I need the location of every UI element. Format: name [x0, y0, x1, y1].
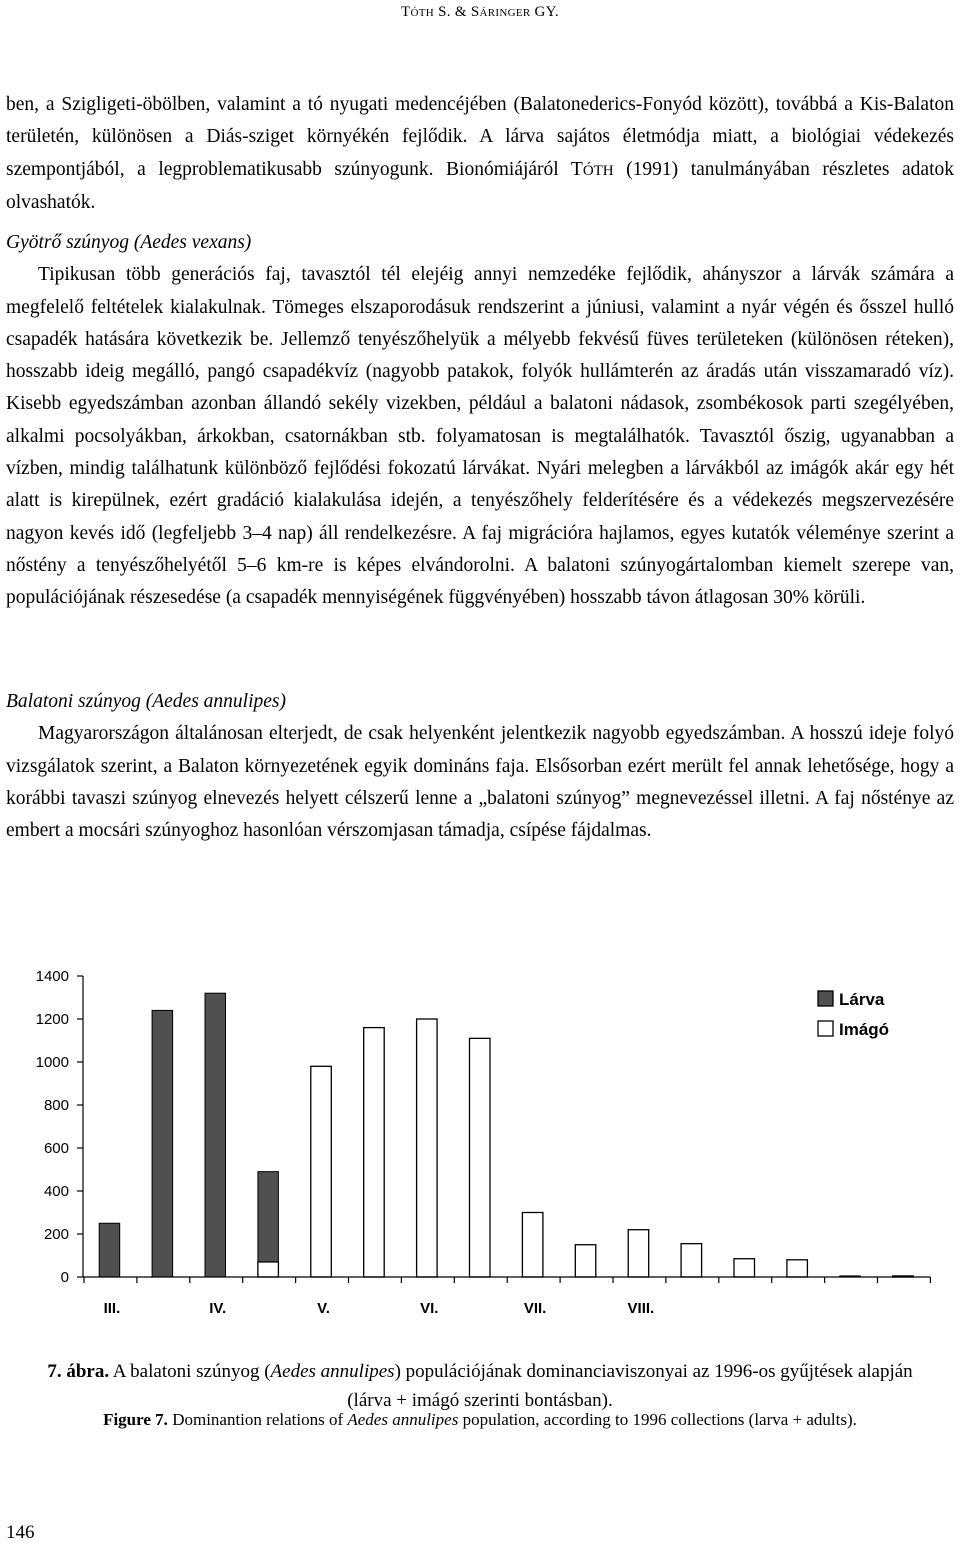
- section-aedes-annulipes: [6, 686, 954, 847]
- running-header: [0, 4, 960, 21]
- intro-text-a: ben, a Szigligeti-öbölben, valamint a tó nyugati medencéjében (Balatonederics-Fonyód között), továbbá a Kis-Balaton területén, különösen a Diás-sziget környékén fejlődik. A lárva sajátos életmódja miatt, a biológiai védekezés szempontjából, a legproblematikusabb szúnyogunk. Bionómiájáról: [6, 94, 954, 180]
- page-number: 146: [6, 1522, 35, 1543]
- month-label: III.: [103, 1300, 121, 1317]
- y-tick-label: 200: [43, 1226, 69, 1243]
- caption-en-label: Figure 7.: [103, 1410, 168, 1429]
- header-author1-initial: T: [401, 4, 411, 20]
- caption-hu-text-a: A balatoni szúnyog (: [109, 1361, 271, 1382]
- bar-larva: [205, 993, 226, 1277]
- bar-larva: [152, 1010, 173, 1277]
- y-tick-label: 400: [43, 1183, 69, 1200]
- section-body-vexans: Tipikusan több generációs faj, tavasztól tél elejéig annyi nemzedéke fejlődik, ahányszor a lárvák számára a megfelelő feltételek kialakulnak. Tömeges elszaporodásuk rendszerint a júniusi, valamint a nyár végén és ősszel hulló csapadék hatására következik be. Jellemző tenyészőhelyük a mélyebb fekvésű füves területeken (különösen réteken), hosszabb ideig megálló, pangó csapadékvíz (nagyobb patakok, folyók hullámterén az áradás után visszamaradó víz). Kisebb egyedszámban azonban állandó sekély vizekben, például a balatoni nádasok, zsombékosok parti szegélyében, alkalmi pocsolyákban, árkokban, csatornákban stb. folyamatosan is megtalálhatók. Tavasztól őszig, ugyanabban a vízben, mindig találhatunk különböző fejlődési fokozatú lárvákat. Nyári melegben a lárvákból az imágók akár egy hét alatt is kirepülnek, ezért gradáció kialakulása idején, a tenyészőhely felderítésére és a védekezés megszervezésére nagyon kevés idő (legfeljebb 3–4 nap) áll rendelkezésre. A faj migrációra hajlamos, egyes kutatók véleménye szerint a nőstény a tenyészőhelyétől 5–6 km-re is képes elvándorolni. A balatoni szúnyogártalomban kiemelt szerepe van, populációjának részesedése (a csapadék mennyiségének függvényében) hosszabb távon átlagosan 30% körüli.: [6, 264, 954, 609]
- header-author1-given: S. &: [434, 4, 471, 20]
- chart-legend: [818, 990, 889, 1039]
- header-author2-given: GY.: [530, 4, 559, 20]
- header-author2-initial: S: [470, 4, 480, 20]
- bar-chart: [0, 960, 960, 1330]
- cited-author-rest: ÓTH: [582, 162, 614, 179]
- section-aedes-vexans: [6, 227, 954, 615]
- figure-caption-hungarian: [30, 1357, 930, 1415]
- caption-en-text-b: population, according to 1996 collections (larva + adults).: [458, 1410, 857, 1429]
- y-tick-label: 1200: [35, 1011, 69, 1028]
- bar-imago: [522, 1213, 543, 1278]
- month-label: VII.: [523, 1300, 547, 1317]
- intro-paragraph-block: [6, 89, 954, 219]
- legend-label-larva: Lárva: [839, 990, 885, 1009]
- bar-imago: [258, 1262, 279, 1277]
- y-tick-label: 0: [60, 1269, 69, 1286]
- y-tick-label: 800: [43, 1097, 69, 1114]
- month-label: VI.: [420, 1300, 439, 1317]
- caption-en-text-a: Dominantion relations of: [167, 1410, 348, 1429]
- figure-caption-english: [0, 1408, 960, 1432]
- header-author1-rest: ÓTH: [410, 7, 435, 19]
- y-tick-label: 1400: [35, 968, 69, 985]
- bar-larva: [258, 1172, 279, 1277]
- bar-imago: [787, 1260, 808, 1277]
- y-tick-label: 600: [43, 1140, 69, 1157]
- section-title-vexans: Gyötrő szúnyog (Aedes vexans): [6, 232, 252, 253]
- intro-paragraph: [6, 89, 954, 219]
- caption-hu-label: 7. ábra.: [47, 1361, 110, 1382]
- section-body-annulipes: Magyarországon általánosan elterjedt, de csak helyenként jelentkezik nagyobb egyedszámban. A hosszú ideje folyó vizsgálatok szerint, a Balaton környezetének egyik domináns faja. Elsősorban ezért merült fel annak lehetősége, hogy a korábbi tavaszi szúnyog elnevezés helyett célszerű lenne a „balatoni szúnyog” megnevezéssel illetni. A faj nősténye az embert a mocsári szúnyoghoz hasonlóan vérszomjasan támadja, csípése fájdalmas.: [6, 723, 954, 842]
- month-label: VIII.: [627, 1300, 655, 1317]
- bar-imago: [628, 1230, 649, 1277]
- bar-imago: [681, 1244, 702, 1277]
- caption-hu-species: Aedes annulipes: [270, 1361, 395, 1382]
- legend-label-imago: Imágó: [839, 1020, 890, 1039]
- legend-swatch-imago: [818, 1021, 833, 1036]
- intro-text-b: (1991) tanulmányában részletes adatok olvashatók.: [6, 158, 954, 213]
- y-axis: [36, 968, 83, 1286]
- month-label: V.: [317, 1300, 330, 1317]
- bar-imago: [734, 1259, 755, 1277]
- bar-imago: [470, 1038, 491, 1277]
- bar-imago: [575, 1245, 596, 1277]
- bar-series: [99, 993, 913, 1277]
- bar-imago: [311, 1066, 332, 1277]
- header-author2-rest: ÁRINGER: [479, 7, 531, 19]
- x-axis: [83, 1277, 930, 1317]
- caption-en-species: Aedes annulipes: [347, 1410, 459, 1429]
- month-label: IV.: [209, 1300, 227, 1317]
- legend-swatch-larva: [818, 991, 833, 1006]
- y-tick-label: 1000: [35, 1054, 69, 1071]
- cited-author-initial: T: [570, 158, 583, 180]
- section-title-annulipes: Balatoni szúnyog (Aedes annulipes): [6, 691, 286, 712]
- bar-imago: [417, 1019, 438, 1277]
- caption-hu-text-b: ) populációjának dominanciaviszonyai az 1996-os gyűjtések alapján (lárva + imágó szerinti bontásban).: [347, 1361, 913, 1411]
- bar-imago: [364, 1028, 385, 1277]
- bar-larva: [99, 1223, 120, 1277]
